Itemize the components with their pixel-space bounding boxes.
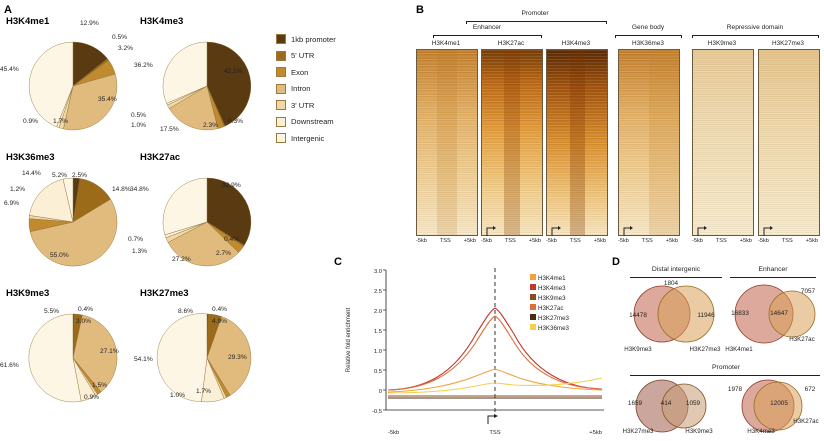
axis-right: +5kb (463, 238, 476, 244)
venn-set-label-left: H3K4me1 (725, 346, 753, 353)
pie-title-h3k4me1: H3K4me1 (6, 16, 50, 27)
pie-label: 0.5% (112, 34, 128, 41)
heatmap-group-rule (466, 21, 606, 22)
pie-label: 1.0% (170, 392, 186, 399)
venn-count-right: 7057 (800, 288, 816, 295)
heatmap-column-h3k27me3 (758, 40, 818, 244)
venn-set-label-left: H3K27me3 (622, 428, 654, 435)
venn-count-overlap: 414 (660, 400, 672, 407)
legend-item (276, 133, 336, 143)
pie-label: 34.8% (130, 186, 149, 193)
legend-item (276, 34, 336, 44)
pie-label: 0.4% (224, 236, 240, 243)
pie-label: 2.5% (72, 172, 88, 179)
axis-right: +5kb (528, 238, 541, 244)
legend-swatch-icon (276, 117, 286, 127)
svg-text:0: 0 (378, 389, 382, 395)
heatmap-column-name: H3K9me3 (707, 40, 737, 47)
heatmap-column-h3k27ac (481, 40, 541, 244)
heatmap-image (758, 49, 820, 236)
venn-count-left: 14478 (629, 312, 647, 319)
legend-swatch-icon (276, 67, 286, 77)
legend-swatch-icon (276, 100, 286, 110)
legend-item (276, 67, 336, 77)
svg-text:2.5: 2.5 (373, 289, 382, 295)
pie-label: 14.8% (112, 186, 131, 193)
heatmap-column-h3k36me3 (618, 40, 678, 244)
heatmap-axis (481, 238, 541, 244)
legend-label: 5' UTR (291, 51, 315, 60)
pie-label: 14.4% (22, 170, 41, 177)
venn-rule (730, 277, 816, 278)
pie-label: 1.7% (53, 118, 69, 125)
venn-title-distal-intergenic: Distal intergenic (651, 266, 701, 273)
venn-title-promoter: Promoter (712, 364, 740, 371)
rule-tick (692, 35, 693, 38)
venn-rule (630, 277, 722, 278)
rule-tick (606, 21, 607, 24)
svg-text:+5kb: +5kb (589, 430, 602, 436)
heatmap-axis (618, 238, 678, 244)
pie-label: 36.2% (134, 62, 153, 69)
axis-right: +5kb (739, 238, 752, 244)
pie-label: 1.7% (196, 388, 212, 395)
svg-text:-0.5: -0.5 (372, 409, 382, 415)
pie-label: 0.4% (78, 306, 94, 313)
svg-text:2.0: 2.0 (373, 309, 382, 315)
pie-label: 6.9% (4, 200, 20, 207)
pie-title-h3k27ac: H3K27ac (140, 152, 181, 163)
venn-count-right: 11946 (697, 312, 715, 319)
legend-label: 3' UTR (291, 100, 315, 110)
legend-label: H3K4me3 (538, 285, 566, 292)
rule-tick (541, 35, 542, 38)
svg-text:0.5: 0.5 (373, 369, 382, 375)
heatmap-image (692, 49, 754, 236)
heatmap-column-h3k4me3 (546, 40, 606, 244)
heatmap-axis (758, 238, 818, 244)
panel-letter-c: C (334, 256, 342, 268)
axis-center: TSS (504, 238, 516, 244)
panel-letter-a: A (4, 4, 12, 16)
legend-label: H3K36me3 (538, 325, 569, 332)
pie-label: 27.2% (172, 256, 191, 263)
venn-set-label-left: H3K4me3 (747, 428, 775, 435)
axis-right: +5kb (593, 238, 606, 244)
svg-text:-5kb: -5kb (388, 430, 400, 436)
axis-right: +5kb (665, 238, 678, 244)
pie-chart-h3k4me1 (0, 26, 150, 146)
panel-letter-d: D (612, 256, 620, 268)
rule-tick (681, 35, 682, 38)
pie-chart-h3k27ac (134, 162, 284, 282)
legend-item (276, 117, 336, 127)
rule-tick (818, 35, 819, 38)
pie-label: 35.4% (98, 96, 117, 103)
venn-count-overlap: 1804 (663, 280, 679, 287)
pie-label: 0.4% (212, 306, 228, 313)
heatmap-column-name: H3K4me1 (431, 40, 461, 47)
svg-text:1.5: 1.5 (373, 329, 382, 335)
venn-count-overlap: 14647 (770, 310, 788, 317)
svg-text:1.0: 1.0 (373, 349, 382, 355)
venn-set-label-right: H3K27ac (789, 336, 815, 343)
legend-label: H3K27ac (538, 305, 564, 312)
venn-rule (630, 375, 820, 376)
heatmap-column-name: H3K4me3 (561, 40, 591, 47)
heatmap-column-name: H3K27ac (497, 40, 525, 47)
legend-label: Intron (291, 84, 311, 93)
pie-title-h3k27me3: H3K27me3 (140, 288, 189, 299)
pie-label: 1.0% (131, 122, 147, 129)
heatmap-group-rule (615, 35, 681, 36)
heatmap-image (546, 49, 608, 236)
rule-tick (433, 35, 434, 38)
heatmap-axis (416, 238, 476, 244)
pie-title-h3k4me3: H3K4me3 (140, 16, 184, 27)
axis-center: TSS (569, 238, 581, 244)
pie-label: 0.3% (228, 118, 244, 125)
legend-label: Downstream (291, 117, 334, 126)
pie-label: 4.9% (212, 318, 228, 325)
pie-label: 1.5% (92, 382, 108, 389)
annotation-legend (276, 34, 336, 150)
axis-left: -5kb (546, 238, 557, 244)
legend-item (276, 51, 336, 61)
heatmap-group-rule (692, 35, 818, 36)
venn-count-right: 1059 (685, 400, 701, 407)
legend-label: Intergenic (291, 133, 325, 143)
axis-center: TSS (439, 238, 451, 244)
heatmap-column-name: H3K36me3 (632, 40, 664, 47)
axis-center: TSS (781, 238, 793, 244)
pie-label: 5.5% (44, 308, 60, 315)
venn-set-label-right: H3K27ac (793, 418, 819, 425)
pie-chart-h3k27me3 (134, 298, 284, 418)
heatmap-image (481, 49, 543, 236)
venn-set-label-right: H3K27me3 (689, 346, 721, 353)
pie-label: 54.1% (134, 356, 153, 363)
pie-label: 2.7% (216, 250, 232, 257)
heatmap-image (416, 49, 478, 236)
line-plot-legend (538, 274, 569, 334)
pie-label: 42.1% (224, 68, 243, 75)
panel-letter-b: B (416, 4, 424, 16)
venn-set-label-left: H3K9me3 (624, 346, 652, 353)
pie-label: 55.0% (50, 252, 69, 259)
legend-label: H3K27me3 (538, 315, 569, 322)
venn-count-left: 1659 (627, 400, 643, 407)
svg-text:3.0: 3.0 (373, 269, 382, 275)
pie-chart-h3k36me3 (0, 162, 150, 282)
pie-label: 1.3% (132, 248, 148, 255)
svg-text:TSS: TSS (489, 430, 501, 436)
pie-label: 8.6% (178, 308, 194, 315)
heatmap-axis (546, 238, 606, 244)
axis-left: -5kb (758, 238, 769, 244)
heatmap-image (618, 49, 680, 236)
venn-count-left: 16833 (731, 310, 749, 317)
venn-count-left: 1978 (727, 386, 743, 393)
pie-label: 45.4% (0, 66, 19, 73)
heatmap-group-label-genebody: Gene body (631, 24, 665, 31)
pie-label: 32.9% (222, 182, 241, 189)
pie-label: 61.6% (0, 362, 19, 369)
axis-right: +5kb (805, 238, 818, 244)
pie-chart-h3k9me3 (0, 298, 150, 418)
axis-center: TSS (641, 238, 653, 244)
legend-swatch-icon (276, 133, 286, 143)
pie-label: 17.5% (160, 126, 179, 133)
pie-label: 29.3% (228, 354, 247, 361)
svg-text:Relative fold enrichment: Relative fold enrichment (346, 307, 352, 373)
rule-tick (615, 35, 616, 38)
axis-left: -5kb (481, 238, 492, 244)
axis-left: -5kb (692, 238, 703, 244)
line-plot (336, 262, 616, 437)
heatmap-axis (692, 238, 752, 244)
legend-label: Exon (291, 67, 309, 77)
pie-label: 5.2% (52, 172, 68, 179)
pie-label: 27.1% (100, 348, 119, 355)
axis-left: -5kb (416, 238, 427, 244)
axis-center: TSS (715, 238, 727, 244)
pie-label: 0.5% (131, 112, 147, 119)
axis-left: -5kb (618, 238, 629, 244)
heatmap-column-name: H3K27me3 (772, 40, 804, 47)
heatmap-column-h3k9me3 (692, 40, 752, 244)
pie-label: 0.7% (128, 236, 144, 243)
legend-item (276, 84, 336, 94)
legend-swatch-icon (276, 84, 286, 94)
venn-title-enhancer: Enhancer (758, 266, 788, 273)
legend-label: 1kb promoter (291, 34, 336, 44)
heatmap-column-h3k4me1 (416, 40, 476, 244)
legend-item (276, 100, 336, 110)
pie-label: 0.9% (23, 118, 39, 125)
pie-title-h3k36me3: H3K36me3 (6, 152, 55, 163)
heatmap-group-label-enhancer: Enhancer (472, 24, 502, 31)
tss-arrow-icons (416, 226, 824, 238)
legend-label: H3K4me1 (538, 275, 566, 282)
legend-swatch-icon (276, 51, 286, 61)
legend-label: H3K9me3 (538, 295, 566, 302)
pie-label: 0.9% (84, 394, 100, 401)
heatmap-group-rule (433, 35, 541, 36)
pie-label: 12.9% (80, 20, 99, 27)
venn-set-label-right: H3K9me3 (685, 428, 713, 435)
pie-label: 3.0% (76, 318, 92, 325)
heatmap-group-label-repressive: Repressive domain (726, 24, 784, 31)
pie-label: 2.3% (203, 122, 219, 129)
pie-title-h3k9me3: H3K9me3 (6, 288, 50, 299)
venn-count-right: 672 (804, 386, 816, 393)
heatmap-group-label-promoter: Promoter (521, 10, 549, 17)
pie-label: 1.2% (10, 186, 26, 193)
pie-label: 3.2% (118, 45, 134, 52)
venn-count-overlap: 12005 (770, 400, 788, 407)
legend-swatch-icon (276, 34, 286, 44)
